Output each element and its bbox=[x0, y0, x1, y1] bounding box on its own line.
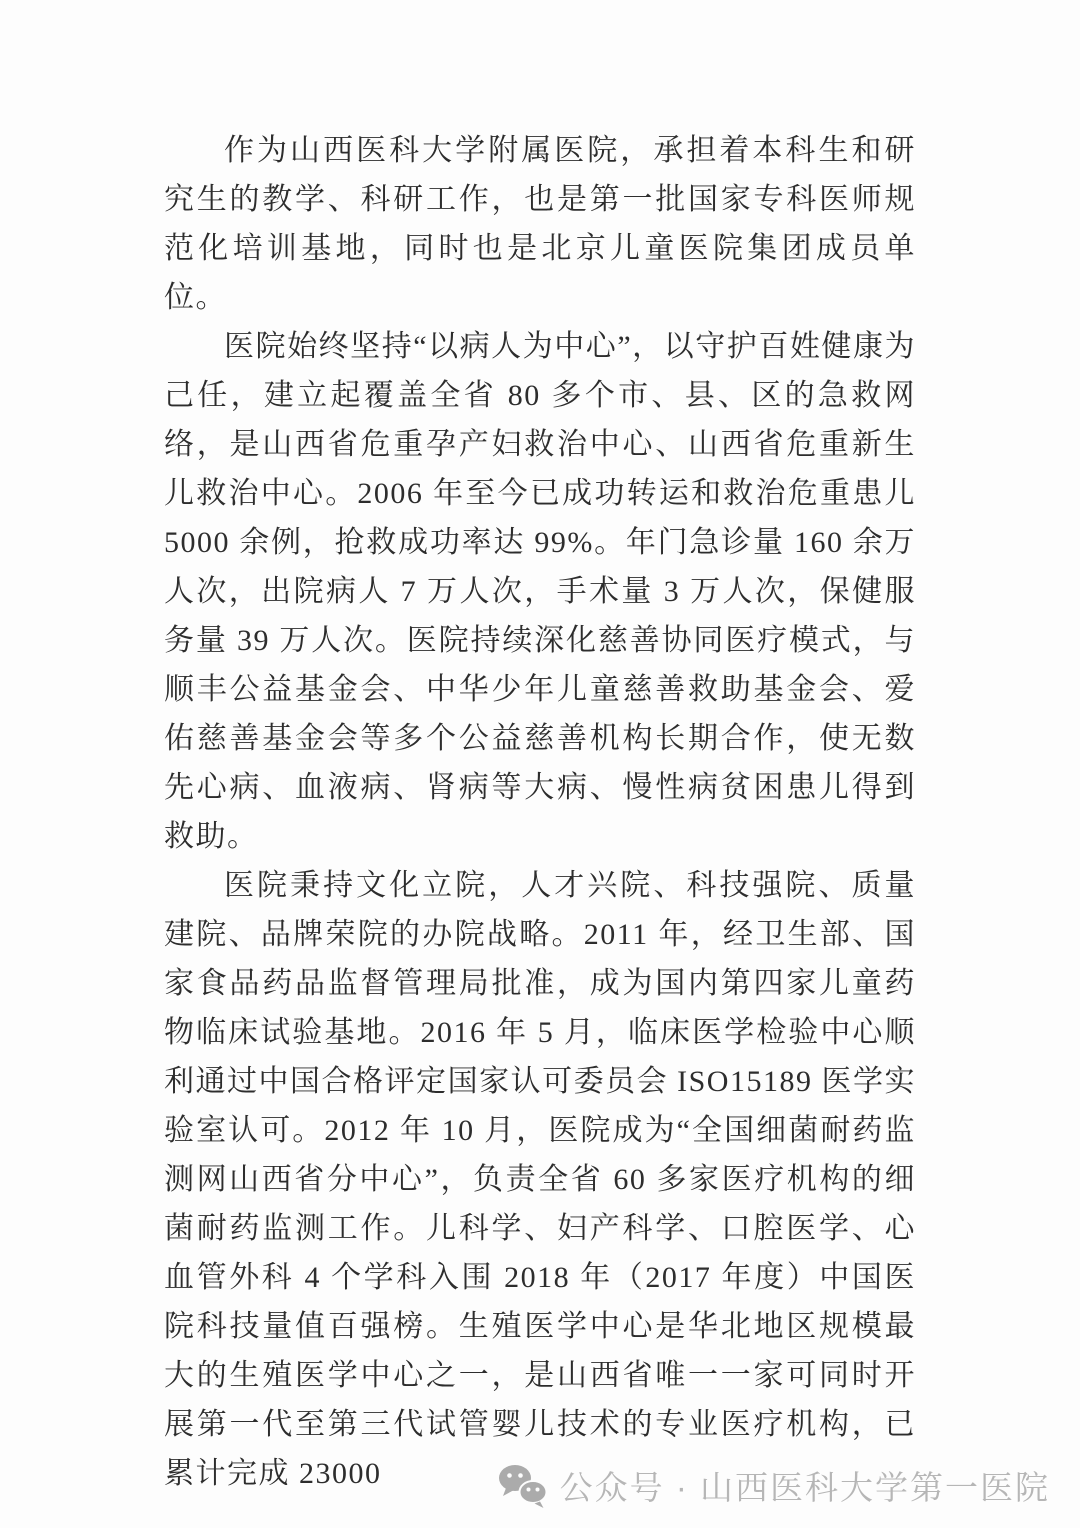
paragraph-intro: 作为山西医科大学附属医院，承担着本科生和研究生的教学、科研工作，也是第一批国家专科医师规范化培训基地，同时也是北京儿童医院集团成员单位。 bbox=[164, 134, 916, 314]
watermark-label: 公众号 · 山西医科大学第一医院 bbox=[559, 1469, 1050, 1506]
article-body bbox=[164, 126, 916, 1498]
paragraph-patient-care: 医院始终坚持“以病人为中心”，以守护百姓健康为己任，建立起覆盖全省 80 多个市、县、区的急救网络，是山西省危重孕产妇救治中心、山西省危重新生儿救治中心。2006 年至今已成功转运和救治危重患儿 5000 余例，抢救成功率达 99%。年门急诊量 160 余万人次，出院病人 7 万人次，手术量 3 万人次，保健服务量 39 万人次。医院持续深化慈善协同医疗模式，与顺丰公益基金会、中华少年儿童慈善救助基金会、爱佑慈善基金会等多个公益慈善机构长期合作，使无数先心病、血液病、肾病等大病、慢性病贫困患儿得到救助。 bbox=[164, 330, 916, 853]
wechat-icon bbox=[498, 1463, 548, 1509]
wechat-watermark bbox=[498, 1462, 1050, 1509]
paragraph-strategy: 医院秉持文化立院，人才兴院、科技强院、质量建院、品牌荣院的办院战略。2011 年，经卫生部、国家食品药品监督管理局批准，成为国内第四家儿童药物临床试验基地。2016 年 5 月，临床医学检验中心顺利通过中国合格评定国家认可委员会 ISO15189 医学实验室认可。2012 年 10 月，医院成为“全国细菌耐药监测网山西省分中心”，负责全省 60 多家医疗机构的细菌耐药监测工作。儿科学、妇产科学、口腔医学、心血管外科 4 个学科入围 2018 年（2017 年度）中国医院科技量值百强榜。生殖医学中心是华北地区规模最大的生殖医学中心之一，是山西省唯一一家可同时开展第一代至第三代试管婴儿技术的专业医疗机构，已累计完成 23000 bbox=[164, 869, 916, 1490]
